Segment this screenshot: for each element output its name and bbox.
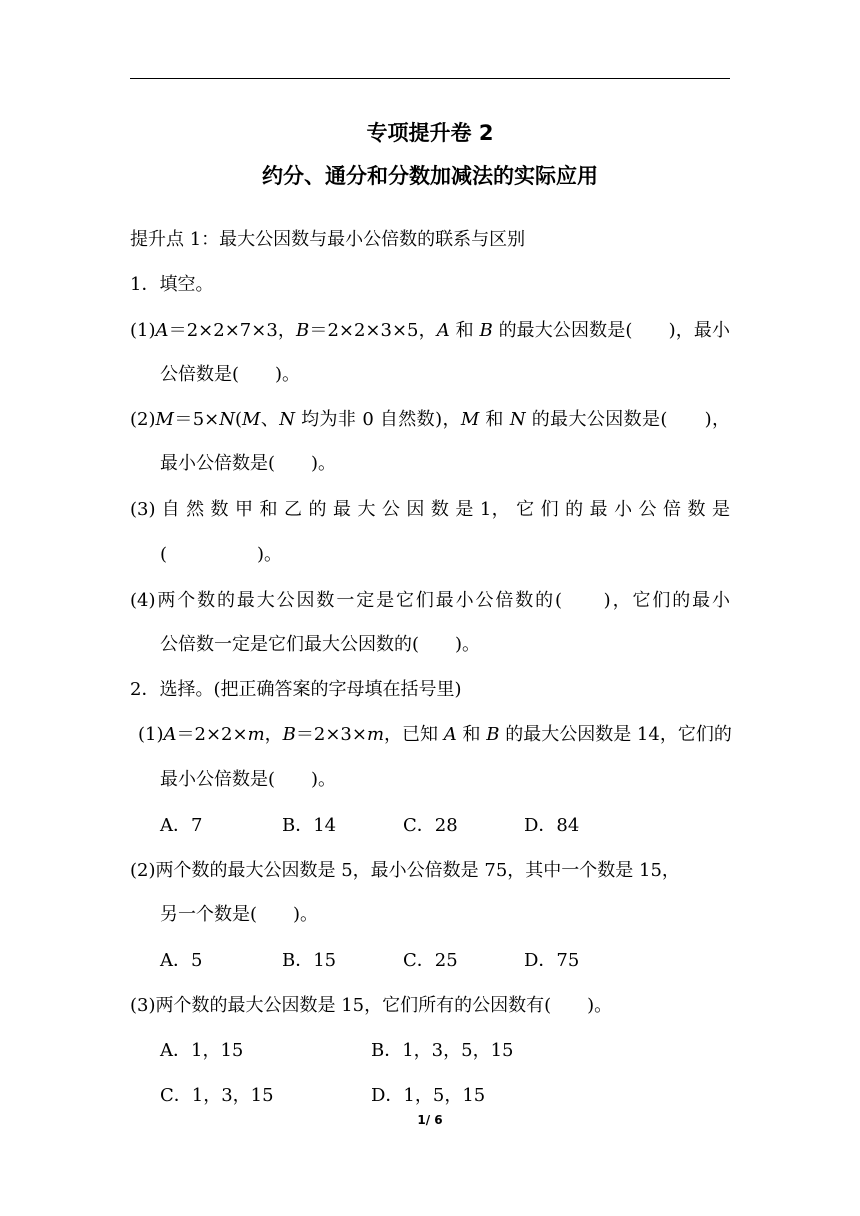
q1-part2-line1: (2)M＝5×N(M、N 均为非 0 自然数)，M 和 N 的最大公因数是( )， (130, 409, 731, 430)
q2-part3-option-c: C．1，3，15 (160, 1085, 274, 1106)
page-number: 1/ 6 (417, 1113, 443, 1127)
header-rule (130, 78, 730, 79)
q2-part1-line1: (1)A＝2×2×m，B＝2×3×m，已知 A 和 B 的最大公因数是 14，它们的 (138, 724, 732, 745)
q2-part2-option-a: A．5 (160, 950, 203, 971)
page-subtitle: 约分、通分和分数加减法的实际应用 (262, 164, 598, 188)
q2-part2-option-d: D．75 (524, 950, 580, 971)
q2-part3-line1: (3)两个数的最大公因数是 15，它们所有的公因数有( )。 (130, 995, 613, 1016)
q2-part1-option-c: C．28 (403, 815, 458, 836)
q2-part2-option-c: C．25 (403, 950, 458, 971)
q1-part3-line2: ( )。 (160, 544, 283, 565)
q1-part3-line1: (3) 自 然 数 甲 和 乙 的 最 大 公 因 数 是 1， 它 们 的 最 小 公 倍 数 是 (130, 499, 730, 520)
question-2-heading: 2．选择。(把正确答案的字母填在括号里) (130, 679, 462, 700)
q2-part1-option-a: A．7 (160, 815, 203, 836)
question-1-heading: 1．填空。 (130, 274, 214, 295)
q2-part3-option-b: B．1，3，5，15 (371, 1040, 514, 1061)
q1-part1-line2: 公倍数是( )。 (160, 364, 301, 385)
q2-part1-option-b: B．14 (282, 815, 337, 836)
q1-part2-line2: 最小公倍数是( )。 (160, 453, 337, 474)
q2-part2-line1: (2)两个数的最大公因数是 5，最小公倍数是 75，其中一个数是 15， (130, 860, 680, 881)
q1-part1-line1: (1)A＝2×2×7×3，B＝2×2×3×5，A 和 B 的最大公因数是( )，最小 (130, 320, 731, 341)
page-title: 专项提升卷 2 (366, 121, 494, 145)
q2-part2-line2: 另一个数是( )。 (160, 904, 319, 925)
q1-part4-line1: (4)两个数的最大公因数一定是它们最小公倍数的( )，它们的最小 (130, 590, 730, 611)
q2-part1-option-d: D．84 (524, 815, 580, 836)
q2-part3-option-d: D．1，5，15 (371, 1085, 486, 1106)
q1-part4-line2: 公倍数一定是它们最大公因数的( )。 (160, 634, 481, 655)
section-heading: 提升点 1：最大公因数与最小公倍数的联系与区别 (130, 229, 526, 250)
q2-part2-option-b: B．15 (282, 950, 337, 971)
q2-part1-line2: 最小公倍数是( )。 (160, 769, 337, 790)
q2-part3-option-a: A．1，15 (160, 1040, 244, 1061)
